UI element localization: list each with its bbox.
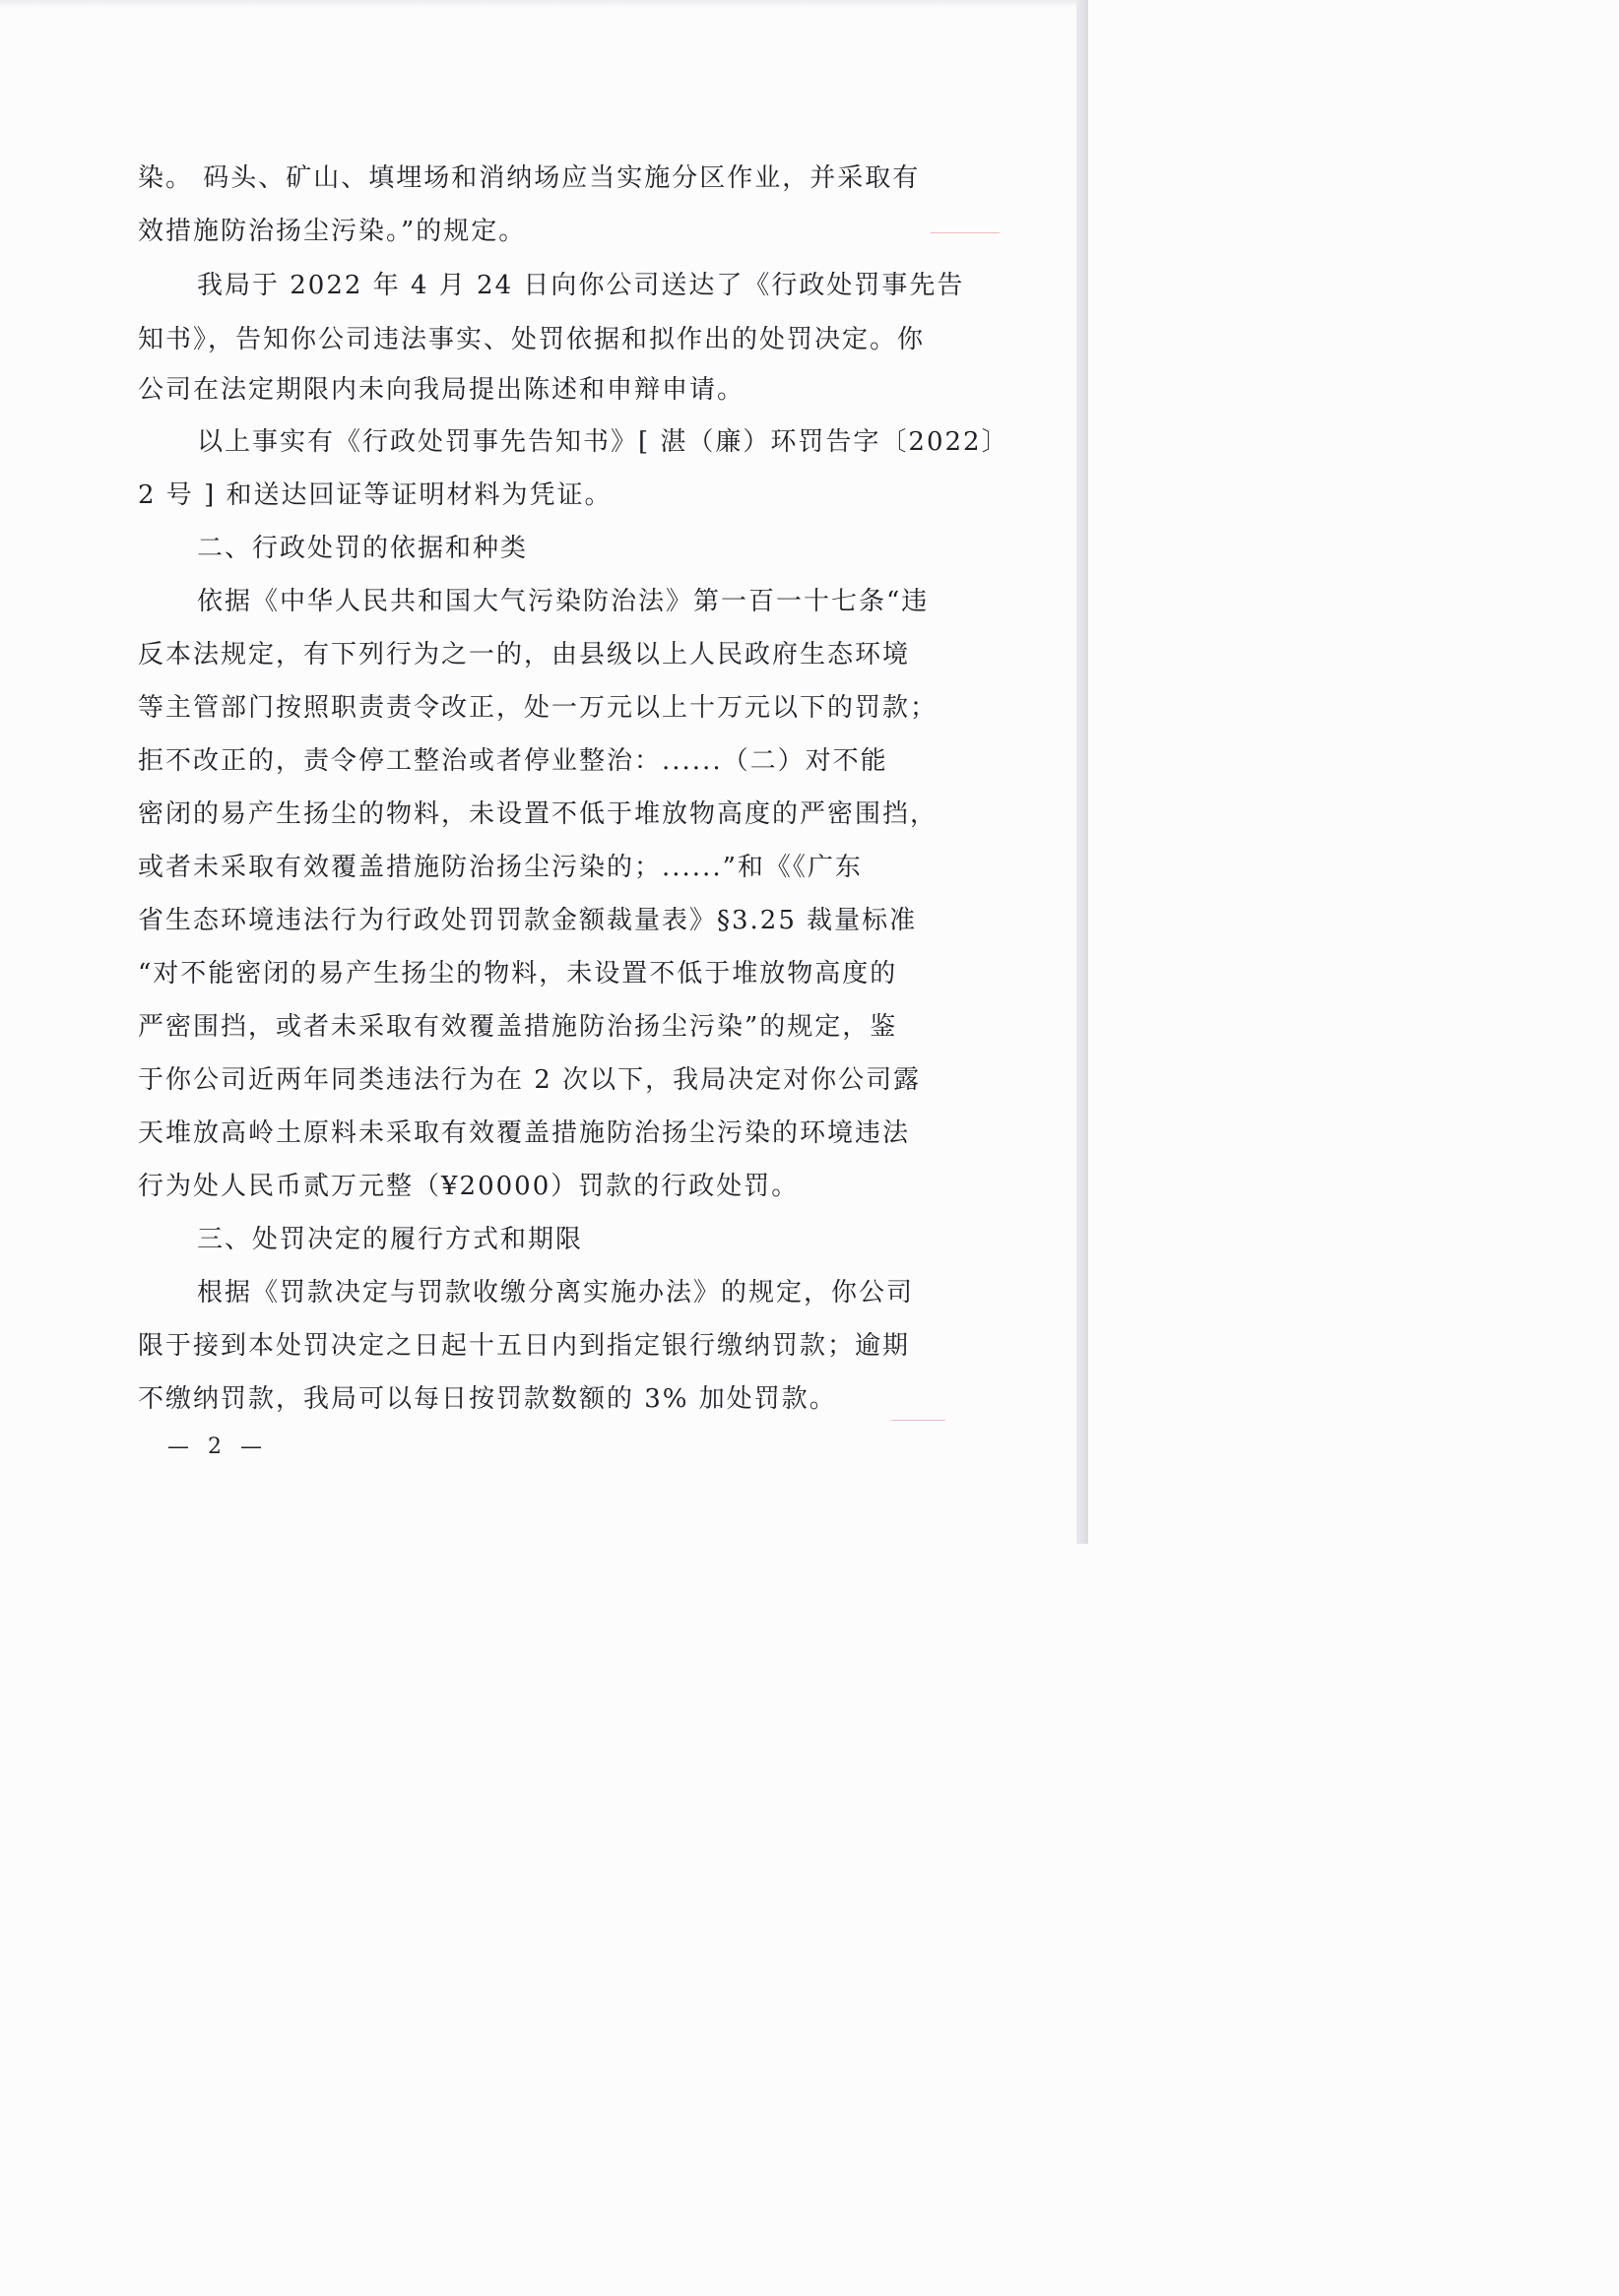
text-line: 公司在法定期限内未向我局提出陈述和申辩申请。 [138,375,745,405]
text-line: 效措施防治扬尘污染。”的规定。 [138,217,527,246]
text-line: 依据《中华人民共和国大气污染防治法》第一百一十七条“违 [197,587,930,616]
text-line: 行为处人民币贰万元整（¥20000）罚款的行政处罚。 [138,1172,800,1201]
text-line: 天堆放高岭土原料未采取有效覆盖措施防治扬尘污染的环境违法 [138,1118,911,1148]
text-line: 染。 码头、矿山、填埋场和消纳场应当实施分区作业，并采取有 [138,163,921,193]
section-heading: 三、处罚决定的履行方式和期限 [197,1225,584,1254]
scan-mark [891,1420,945,1421]
text-line: 等主管部门按照职责责令改正，处一万元以上十万元以下的罚款； [138,693,939,723]
text-line: 严密围挡，或者未采取有效覆盖措施防治扬尘污染”的规定，鉴 [138,1012,898,1042]
text-line: 限于接到本处罚决定之日起十五日内到指定银行缴纳罚款；逾期 [138,1331,911,1361]
page-top-shadow [0,0,1088,8]
text-line: 以上事实有《行政处罚事先告知书》[ 湛（廉）环罚告字〔2022〕 [197,427,1009,457]
text-line: 反本法规定，有下列行为之一的，由县级以上人民政府生态环境 [138,640,911,670]
text-line: 我局于 2022 年 4 月 24 日向你公司送达了《行政处罚事先告 [197,271,965,300]
text-line: 省生态环境违法行为行政处罚罚款金额裁量表》§3.25 裁量标准 [138,906,918,935]
text-line: 知书》，告知你公司违法事实、处罚依据和拟作出的处罚决定。你 [138,325,926,354]
text-line: 不缴纳罚款，我局可以每日按罚款数额的 3% 加处罚款。 [138,1384,837,1414]
page-number: — 2 — [167,1435,268,1459]
text-line: 密闭的易产生扬尘的物料，未设置不低于堆放物高度的严密围挡， [138,799,939,829]
text-line: “对不能密闭的易产生扬尘的物料，未设置不低于堆放物高度的 [138,959,898,989]
text-line: 拒不改正的，责令停工整治或者停业整治：......（二）对不能 [138,746,888,776]
text-line: 于你公司近两年同类违法行为在 2 次以下，我局决定对你公司露 [138,1065,922,1095]
text-line: 根据《罚款决定与罚款收缴分离实施办法》的规定，你公司 [197,1278,915,1307]
text-line: 或者未采取有效覆盖措施防治扬尘污染的；......”和《《广东 [138,853,863,882]
section-heading: 二、行政处罚的依据和种类 [197,534,529,563]
text-line: 2 号 ] 和送达回证等证明材料为凭证。 [138,480,613,510]
